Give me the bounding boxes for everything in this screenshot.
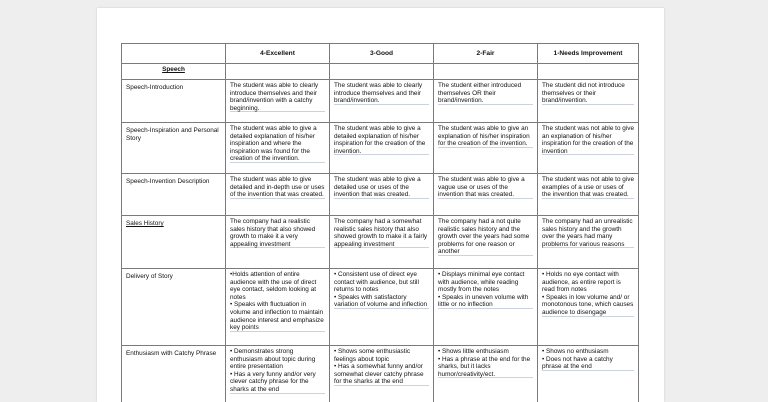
rubric-cell: [538, 269, 639, 346]
cell-text: The student was able to give a detailed use or uses of the invention that was created.: [334, 176, 429, 199]
cell-text: The student was able to give detailed and in-depth use or uses of the invention that was created.: [230, 176, 325, 199]
table-row: [122, 346, 639, 402]
rubric-cell: [330, 346, 434, 402]
cell-text: The student was able to give a detailed explanation of his/her inspiration for the creation of the invention.: [334, 125, 429, 155]
rubric-cell: [330, 269, 434, 346]
rubric-cell: [226, 123, 330, 174]
cell-text: The company had a not quite realistic sales history and the growth over the years had some problems for one reason or another: [438, 218, 533, 256]
cell-text: The student was able to give a vague use or uses of the invention that was created.: [438, 176, 533, 199]
table-row: [122, 216, 639, 269]
rubric-cell: [434, 346, 538, 402]
rubric-cell: [330, 80, 434, 123]
cell-text: • Shows no enthusiasm • Does not have a catchy phrase at the end: [542, 348, 634, 371]
rubric-cell: [226, 269, 330, 346]
document-page: [97, 8, 664, 402]
section-title: Speech: [122, 64, 226, 80]
section-row: [122, 64, 639, 80]
rubric-cell: [538, 346, 639, 402]
cell-text: The student did not introduce themselves or their brand/invention.: [542, 82, 634, 105]
cell-text: • Displays minimal eye contact with audience, while reading mostly from the notes • Speaks in uneven volume with little or no inflection: [438, 271, 533, 309]
cell-text: • Shows little enthusiasm • Has a phrase at the end for the sharks, but it lacks humor/creativity/ect.: [438, 348, 533, 378]
rubric-cell: [330, 216, 434, 269]
empty-cell: [226, 64, 330, 80]
cell-text: • Holds no eye contact with audience, as entire report is read from notes • Speaks in low volume and/ or monotonous tone, which causes audience to disengage: [542, 271, 634, 316]
header-fair: 2-Fair: [434, 44, 538, 64]
rubric-cell: [434, 80, 538, 123]
header-needs-improvement: 1-Needs Improvement: [538, 44, 639, 64]
cell-text: • Consistent use of direct eye contact with audience, but still returns to notes • Speaks with satisfactory variation of volume and inflection: [334, 271, 428, 309]
rubric-cell: [538, 80, 639, 123]
table-row: [122, 269, 639, 346]
empty-cell: [538, 64, 639, 80]
header-row: [122, 44, 639, 64]
cell-text: •Holds attention of entire audience with the use of direct eye contact, seldom looking at notes • Speaks with fluctuation in volume and inflection to maintain audience interest and emphasize key points: [230, 271, 324, 332]
empty-cell: [330, 64, 434, 80]
table-row: [122, 123, 639, 174]
cell-text: • Shows some enthusiastic feelings about topic • Has a somewhat funny and/or somewhat clever catchy phrase for the sharks at the end: [334, 348, 429, 386]
header-blank: [122, 44, 226, 64]
rubric-cell: [538, 123, 639, 174]
rubric-cell: [434, 174, 538, 216]
rubric-cell: [434, 269, 538, 346]
rubric-cell: [226, 174, 330, 216]
rubric-table: [121, 43, 639, 402]
row-category: Speech-Inspiration and Personal Story: [122, 123, 226, 174]
row-category: Speech-Invention Description: [122, 174, 226, 216]
empty-cell: [434, 64, 538, 80]
rubric-cell: [434, 216, 538, 269]
table-row: [122, 80, 639, 123]
cell-text: The student was able to give an explanation of his/her inspiration for the creation of the invention.: [438, 125, 533, 148]
rubric-cell: [226, 80, 330, 123]
row-category: Sales History: [122, 216, 226, 269]
rubric-cell: [226, 216, 330, 269]
rubric-cell: [226, 346, 330, 402]
cell-text: The student either introduced themselves OR their brand/invention.: [438, 82, 533, 105]
cell-text: The student was able to give a detailed explanation of his/her inspiration and where the inspiration was found for the creation of the invention.: [230, 125, 325, 163]
rubric-cell: [538, 174, 639, 216]
cell-text: The student was not able to give examples of a use or uses of the invention that was created.: [542, 176, 635, 199]
cell-text: • Demonstrates strong enthusiasm about topic during entire presentation • Has a very funny and/or very clever catchy phrase for the sharks at the end: [230, 348, 325, 394]
rubric-cell: [434, 123, 538, 174]
cell-text: The company had a realistic sales history that also showed growth to make it a very appealing investment: [230, 218, 325, 248]
row-category: Enthusiasm with Catchy Phrase: [122, 346, 226, 402]
rubric-cell: [330, 123, 434, 174]
header-good: 3-Good: [330, 44, 434, 64]
row-category: Speech-Introduction: [122, 80, 226, 123]
table-row: [122, 174, 639, 216]
cell-text: The student was able to clearly introduce themselves and their brand/invention with a catchy beginning.: [230, 82, 325, 112]
cell-text: The company had an unrealistic sales history and the growth over the years had many problems for various reasons: [542, 218, 633, 248]
header-excellent: 4-Excellent: [226, 44, 330, 64]
rubric-cell: [538, 216, 639, 269]
cell-text: The student was not able to give an explanation of his/her inspiration for the creation of the invention: [542, 125, 635, 155]
row-category: Delivery of Story: [122, 269, 226, 346]
cell-text: The company had a somewhat realistic sales history that also showed growth to make it a fairly appealing investment: [334, 218, 428, 248]
cell-text: The student was able to clearly introduce themselves and their brand/invention.: [334, 82, 429, 105]
rubric-cell: [330, 174, 434, 216]
